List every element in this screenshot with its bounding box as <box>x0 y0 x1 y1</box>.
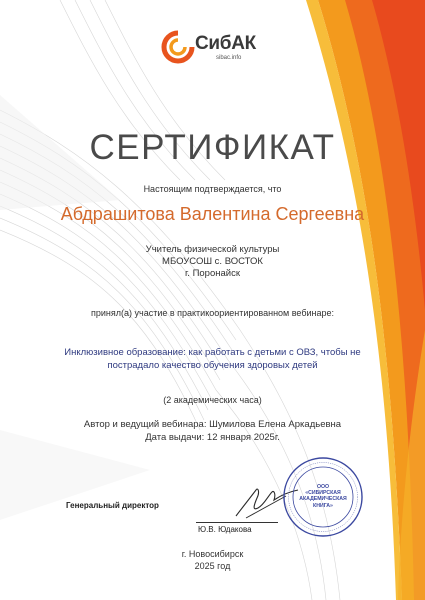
participation-text: принял(а) участие в практикоориентированном вебинаре: <box>91 308 334 318</box>
webinar-title-line2: пострадало качество обучения здоровых детей <box>107 360 318 371</box>
stamp-line4: КНИГА» <box>313 502 333 509</box>
footer-city: г. Новосибирск <box>181 549 244 559</box>
logo-site: sibac.info <box>216 55 242 61</box>
recipient-city: г. Поронайск <box>184 268 240 279</box>
stamp-line2: «СИБИРСКАЯ <box>305 490 341 497</box>
logo-swirl-icon <box>161 30 195 64</box>
stamp-text <box>282 484 364 509</box>
recipient-school: МБОУСОШ с. ВОСТОК <box>162 256 263 267</box>
sibac-logo <box>161 28 261 66</box>
webinar-title-line1: Инклюзивное образование: как работать с детьми с ОВЗ, чтобы не <box>64 347 361 358</box>
intro-text: Настоящим подтверждается, что <box>143 184 282 194</box>
signatory-title: Генеральный директор <box>66 501 159 510</box>
recipient-name: Абдрашитова Валентина Сергеевна <box>60 204 365 224</box>
academic-hours: (2 академических часа) <box>163 395 262 405</box>
certificate-title: СЕРТИФИКАТ <box>89 128 336 167</box>
logo-name: СибАК <box>195 33 256 54</box>
signature-line <box>196 522 278 523</box>
stamp-line1: ООО <box>316 484 330 490</box>
signatory-name: Ю.В. Юдакова <box>198 525 252 534</box>
webinar-author: Автор и ведущий вебинара: Шумилова Елена Аркадьевна <box>83 419 342 430</box>
footer-year: 2025 год <box>194 561 231 571</box>
stamp-line3: АКАДЕМИЧЕСКАЯ <box>299 496 347 503</box>
recipient-role: Учитель физической культуры <box>145 244 280 255</box>
issue-date: Дата выдачи: 12 января 2025г. <box>145 432 280 443</box>
